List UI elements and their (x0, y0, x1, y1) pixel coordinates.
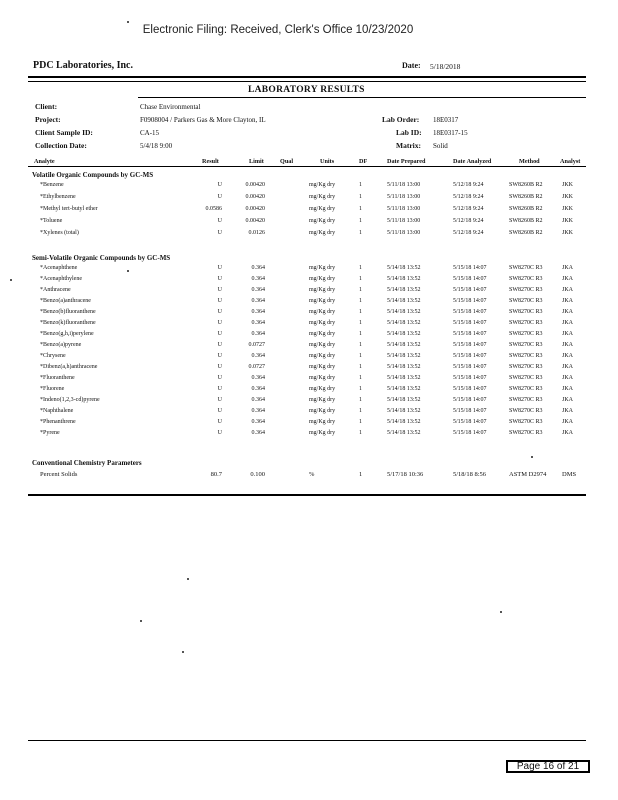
cell-date-analyzed: 5/12/18 9:24 (453, 230, 484, 236)
cell-date-analyzed: 5/15/18 14:07 (453, 375, 487, 381)
cell-limit: 0.00420 (245, 218, 265, 224)
cell-date-analyzed: 5/15/18 14:07 (453, 265, 487, 271)
cell-limit: 0.364 (251, 386, 265, 392)
cell-units: mg/Kg dry (309, 230, 336, 236)
collection-value: 5/4/18 9:00 (140, 142, 173, 150)
cell-method: SW8270C R3 (509, 408, 543, 414)
cell-dilution-factor: 1 (359, 298, 362, 304)
cell-analyte: *Methyl tert-butyl ether (40, 206, 98, 212)
cell-dilution-factor: 1 (359, 408, 362, 414)
cell-result: U (217, 397, 222, 403)
cell-units: mg/Kg dry (309, 298, 336, 304)
cell-dilution-factor: 1 (359, 386, 362, 392)
project-label: Project: (35, 115, 61, 124)
cell-result: U (217, 276, 222, 282)
table-end-rule (28, 494, 586, 496)
filing-stamp: Electronic Filing: Received, Clerk's Office 10/23/2020 (142, 24, 414, 36)
cell-dilution-factor: 1 (359, 471, 363, 478)
cell-result: U (217, 182, 222, 188)
cell-date-analyzed: 5/12/18 9:24 (453, 194, 484, 200)
cell-analyte: *Phenanthrene (40, 419, 76, 425)
cell-dilution-factor: 1 (359, 230, 362, 236)
cell-date-prepared: 5/11/18 13:00 (387, 182, 421, 188)
cell-analyst: JKK (562, 218, 574, 224)
cell-analyte: *Xylenes (total) (40, 230, 79, 236)
cell-analyst: JKK (562, 206, 574, 212)
cell-analyte: *Anthracene (40, 287, 71, 293)
cell-date-analyzed: 5/15/18 14:07 (453, 331, 487, 337)
cell-limit: 0.00420 (245, 206, 265, 212)
cell-method: SW8270C R3 (509, 276, 543, 282)
table-row (0, 386, 618, 397)
cell-analyst: JKA (562, 276, 574, 282)
cell-analyst: JKA (562, 298, 574, 304)
cell-analyst: JKA (562, 386, 574, 392)
cell-analyte: *Fluoranthene (40, 375, 75, 381)
scan-speck (500, 611, 502, 613)
cell-units: % (309, 471, 315, 478)
cell-analyte: *Ethylbenzene (40, 194, 76, 200)
cell-limit: 0.364 (251, 353, 265, 359)
cell-units: mg/Kg dry (309, 276, 336, 282)
cell-method: SW8270C R3 (509, 331, 543, 337)
cell-date-prepared: 5/14/18 13:52 (387, 353, 421, 359)
cell-result: U (217, 287, 222, 293)
table-row (0, 471, 618, 482)
table-row (0, 331, 618, 342)
col-qual: Qual (280, 158, 294, 165)
table-row (0, 430, 618, 441)
cell-units: mg/Kg dry (309, 408, 336, 414)
cell-analyst: JKA (562, 287, 574, 293)
cell-analyst: JKA (562, 353, 574, 359)
cell-limit: 0.364 (251, 331, 265, 337)
cell-analyst: JKA (562, 309, 574, 315)
cell-method: SW8270C R3 (509, 287, 543, 293)
cell-units: mg/Kg dry (309, 364, 336, 370)
cell-result: U (217, 265, 222, 271)
scan-speck (127, 21, 129, 23)
lab-order-value: 18E0317 (433, 116, 459, 124)
cell-limit: 0.364 (251, 408, 265, 414)
cell-date-prepared: 5/11/18 13:00 (387, 230, 421, 236)
cell-dilution-factor: 1 (359, 182, 362, 188)
cell-method: SW8270C R3 (509, 320, 543, 326)
cell-date-prepared: 5/14/18 13:52 (387, 331, 421, 337)
cell-units: mg/Kg dry (309, 430, 336, 436)
lab-order-label: Lab Order: (382, 115, 420, 124)
table-row (0, 419, 618, 430)
cell-result: U (217, 298, 222, 304)
cell-method: SW8270C R3 (509, 309, 543, 315)
client-value: Chase Environmental (140, 103, 201, 111)
cell-limit: 0.00420 (245, 182, 265, 188)
cell-date-prepared: 5/14/18 13:52 (387, 397, 421, 403)
cell-method: SW8270C R3 (509, 397, 543, 403)
cell-date-analyzed: 5/15/18 14:07 (453, 408, 487, 414)
cell-result: U (217, 364, 222, 370)
table-row (0, 309, 618, 320)
cell-date-analyzed: 5/15/18 14:07 (453, 342, 487, 348)
sample-label: Client Sample ID: (35, 128, 93, 137)
cell-date-analyzed: 5/15/18 14:07 (453, 309, 487, 315)
matrix-value: Solid (433, 142, 448, 150)
table-row (0, 182, 618, 193)
cell-units: mg/Kg dry (309, 320, 336, 326)
top-rule (28, 76, 586, 78)
table-row (0, 320, 618, 331)
cell-analyte: *Indeno(1,2,3-cd)pyrene (40, 397, 100, 403)
cell-method: SW8260B R2 (509, 206, 543, 212)
cell-units: mg/Kg dry (309, 397, 336, 403)
cell-analyte: *Naphthalene (40, 408, 74, 414)
cell-date-prepared: 5/14/18 13:52 (387, 364, 421, 370)
cell-date-prepared: 5/11/18 13:00 (387, 218, 421, 224)
table-row (0, 353, 618, 364)
cell-date-analyzed: 5/18/18 8:56 (453, 471, 487, 478)
title-rule (138, 97, 586, 98)
cell-units: mg/Kg dry (309, 353, 336, 359)
cell-result: U (217, 309, 222, 315)
cell-analyte: *Pyrene (40, 430, 60, 436)
cell-result: U (217, 342, 222, 348)
col-result: Result (202, 158, 219, 165)
cell-result: U (217, 386, 222, 392)
cell-date-prepared: 5/14/18 13:52 (387, 287, 421, 293)
scan-speck (140, 620, 142, 622)
cell-dilution-factor: 1 (359, 364, 362, 370)
cell-method: SW8260B R2 (509, 230, 543, 236)
cell-analyst: JKA (562, 397, 574, 403)
col-analyst: Analyst (560, 158, 581, 165)
cell-limit: 0.364 (251, 419, 265, 425)
cell-date-prepared: 5/14/18 13:52 (387, 419, 421, 425)
cell-date-analyzed: 5/15/18 14:07 (453, 419, 487, 425)
table-row (0, 194, 618, 205)
cell-result: U (217, 320, 222, 326)
table-row (0, 364, 618, 375)
table-row (0, 375, 618, 386)
cell-limit: 0.0727 (248, 342, 265, 348)
cell-result: U (217, 375, 222, 381)
cell-analyte: Percent Solids (40, 471, 78, 478)
cell-date-prepared: 5/14/18 13:52 (387, 408, 421, 414)
cell-analyst: JKA (562, 342, 574, 348)
cell-date-prepared: 5/11/18 13:00 (387, 194, 421, 200)
column-rule (28, 166, 586, 167)
cell-units: mg/Kg dry (309, 309, 336, 315)
project-value: F0908004 / Parkers Gas & More Clayton, IL (140, 116, 266, 124)
cell-analyte: *Benzene (40, 182, 64, 188)
cell-analyst: JKA (562, 364, 574, 370)
cell-analyst: JKA (562, 430, 574, 436)
cell-result: U (217, 230, 222, 236)
table-row (0, 218, 618, 229)
section-title-conventional: Conventional Chemistry Parameters (32, 459, 142, 467)
cell-units: mg/Kg dry (309, 218, 336, 224)
cell-analyst: JKK (562, 230, 574, 236)
cell-date-analyzed: 5/15/18 14:07 (453, 353, 487, 359)
cell-date-analyzed: 5/15/18 14:07 (453, 397, 487, 403)
cell-method: SW8270C R3 (509, 419, 543, 425)
cell-method: SW8270C R3 (509, 386, 543, 392)
cell-analyst: JKA (562, 331, 574, 337)
cell-analyte: *Benzo(a)anthracene (40, 298, 91, 304)
date-label: Date: (402, 61, 421, 70)
cell-analyte: *Chrysene (40, 353, 66, 359)
cell-units: mg/Kg dry (309, 386, 336, 392)
cell-analyst: JKK (562, 182, 574, 188)
lab-id-label: Lab ID: (396, 128, 422, 137)
collection-label: Collection Date: (35, 141, 87, 150)
cell-units: mg/Kg dry (309, 194, 336, 200)
sample-value: CA-15 (140, 129, 160, 137)
cell-date-prepared: 5/14/18 13:52 (387, 342, 421, 348)
cell-result: U (217, 218, 222, 224)
cell-limit: 0.364 (251, 287, 265, 293)
cell-units: mg/Kg dry (309, 419, 336, 425)
cell-dilution-factor: 1 (359, 218, 362, 224)
cell-analyst: JKA (562, 265, 574, 271)
cell-result: U (217, 430, 222, 436)
scan-speck (182, 651, 184, 653)
cell-method: SW8270C R3 (509, 364, 543, 370)
cell-method: SW8270C R3 (509, 298, 543, 304)
table-row (0, 342, 618, 353)
cell-limit: 0.100 (250, 471, 265, 478)
cell-dilution-factor: 1 (359, 353, 362, 359)
cell-analyst: JKA (562, 408, 574, 414)
cell-dilution-factor: 1 (359, 287, 362, 293)
table-row (0, 298, 618, 309)
cell-method: SW8270C R3 (509, 375, 543, 381)
cell-date-analyzed: 5/12/18 9:24 (453, 206, 484, 212)
cell-limit: 0.364 (251, 320, 265, 326)
table-row (0, 408, 618, 419)
col-limit: Limit (249, 158, 264, 165)
scan-speck (127, 270, 129, 272)
cell-analyte: *Acenaphthylene (40, 276, 82, 282)
table-row (0, 230, 618, 241)
scan-speck (531, 456, 533, 458)
cell-limit: 0.364 (251, 298, 265, 304)
col-date-prepared: Date Prepared (387, 158, 426, 165)
cell-result: 0.0586 (205, 206, 222, 212)
col-units: Units (320, 158, 335, 165)
cell-units: mg/Kg dry (309, 342, 336, 348)
cell-result: 80.7 (210, 471, 222, 478)
cell-date-analyzed: 5/15/18 14:07 (453, 287, 487, 293)
client-label: Client: (35, 102, 58, 111)
cell-date-prepared: 5/14/18 13:52 (387, 375, 421, 381)
cell-analyte: *Dibenz(a,h)anthracene (40, 364, 98, 370)
cell-method: SW8270C R3 (509, 265, 543, 271)
scan-speck (10, 279, 12, 281)
cell-date-prepared: 5/14/18 13:52 (387, 265, 421, 271)
lab-id-value: 18E0317-15 (433, 129, 468, 137)
cell-limit: 0.364 (251, 309, 265, 315)
cell-method: SW8260B R2 (509, 194, 543, 200)
scan-speck (187, 578, 189, 580)
cell-dilution-factor: 1 (359, 375, 362, 381)
cell-limit: 0.364 (251, 265, 265, 271)
cell-analyte: *Benzo(k)fluoranthene (40, 320, 96, 326)
table-row (0, 397, 618, 408)
cell-date-prepared: 5/11/18 13:00 (387, 206, 421, 212)
footer-rule (28, 740, 586, 741)
cell-result: U (217, 331, 222, 337)
cell-method: SW8270C R3 (509, 430, 543, 436)
cell-date-analyzed: 5/15/18 14:07 (453, 386, 487, 392)
cell-analyst: JKK (562, 194, 574, 200)
cell-dilution-factor: 1 (359, 397, 362, 403)
cell-analyte: *Acenaphthene (40, 265, 78, 271)
cell-dilution-factor: 1 (359, 419, 362, 425)
cell-date-prepared: 5/14/18 13:52 (387, 276, 421, 282)
cell-date-prepared: 5/14/18 13:52 (387, 309, 421, 315)
cell-method: ASTM D2974 (509, 471, 547, 478)
col-analyte: Analyte (34, 158, 55, 165)
cell-analyst: JKA (562, 419, 574, 425)
cell-date-prepared: 5/17/18 10:36 (387, 471, 424, 478)
cell-date-analyzed: 5/15/18 14:07 (453, 298, 487, 304)
cell-analyte: *Fluorene (40, 386, 65, 392)
table-row (0, 276, 618, 287)
cell-date-analyzed: 5/12/18 9:24 (453, 182, 484, 188)
cell-units: mg/Kg dry (309, 287, 336, 293)
cell-date-prepared: 5/14/18 13:52 (387, 320, 421, 326)
cell-limit: 0.364 (251, 430, 265, 436)
cell-date-prepared: 5/14/18 13:52 (387, 386, 421, 392)
cell-method: SW8270C R3 (509, 353, 543, 359)
cell-date-analyzed: 5/15/18 14:07 (453, 430, 487, 436)
section-title-voc: Volatile Organic Compounds by GC-MS (32, 171, 154, 179)
cell-date-analyzed: 5/12/18 9:24 (453, 218, 484, 224)
cell-limit: 0.364 (251, 276, 265, 282)
col-date-analyzed: Date Analyzed (453, 158, 492, 165)
cell-dilution-factor: 1 (359, 265, 362, 271)
col-method: Method (519, 158, 540, 165)
cell-analyst: DMS (562, 471, 577, 478)
cell-dilution-factor: 1 (359, 320, 362, 326)
cell-limit: 0.0126 (248, 230, 265, 236)
table-row (0, 206, 618, 217)
cell-units: mg/Kg dry (309, 375, 336, 381)
table-row (0, 287, 618, 298)
cell-date-analyzed: 5/15/18 14:07 (453, 364, 487, 370)
cell-analyte: *Toluene (40, 218, 63, 224)
lab-name: PDC Laboratories, Inc. (33, 60, 133, 71)
cell-dilution-factor: 1 (359, 342, 362, 348)
cell-limit: 0.364 (251, 397, 265, 403)
report-title: LABORATORY RESULTS (248, 85, 365, 95)
cell-result: U (217, 419, 222, 425)
cell-units: mg/Kg dry (309, 265, 336, 271)
cell-result: U (217, 408, 222, 414)
cell-units: mg/Kg dry (309, 331, 336, 337)
section-title-svoc: Semi-Volatile Organic Compounds by GC-MS (32, 254, 171, 262)
cell-units: mg/Kg dry (309, 206, 336, 212)
cell-analyst: JKA (562, 320, 574, 326)
cell-result: U (217, 194, 222, 200)
cell-date-analyzed: 5/15/18 14:07 (453, 320, 487, 326)
col-df: DF (359, 158, 368, 165)
cell-date-prepared: 5/14/18 13:52 (387, 430, 421, 436)
cell-limit: 0.00420 (245, 194, 265, 200)
matrix-label: Matrix: (396, 141, 421, 150)
cell-analyte: *Benzo(b)fluoranthene (40, 309, 96, 315)
cell-dilution-factor: 1 (359, 194, 362, 200)
cell-method: SW8260B R2 (509, 218, 543, 224)
cell-method: SW8260B R2 (509, 182, 543, 188)
cell-dilution-factor: 1 (359, 206, 362, 212)
cell-analyte: *Benzo(a)pyrene (40, 342, 82, 348)
cell-units: mg/Kg dry (309, 182, 336, 188)
table-row (0, 265, 618, 276)
top-rule-thin (28, 81, 586, 82)
date-value: 5/18/2018 (430, 62, 461, 71)
cell-limit: 0.0727 (248, 364, 265, 370)
cell-dilution-factor: 1 (359, 331, 362, 337)
page-number: Page 16 of 21 (506, 760, 590, 773)
cell-result: U (217, 353, 222, 359)
cell-dilution-factor: 1 (359, 276, 362, 282)
cell-date-analyzed: 5/15/18 14:07 (453, 276, 487, 282)
cell-date-prepared: 5/14/18 13:52 (387, 298, 421, 304)
cell-limit: 0.364 (251, 375, 265, 381)
cell-analyst: JKA (562, 375, 574, 381)
cell-method: SW8270C R3 (509, 342, 543, 348)
cell-dilution-factor: 1 (359, 430, 362, 436)
cell-analyte: *Benzo(g,h,i)perylene (40, 331, 94, 337)
cell-dilution-factor: 1 (359, 309, 362, 315)
